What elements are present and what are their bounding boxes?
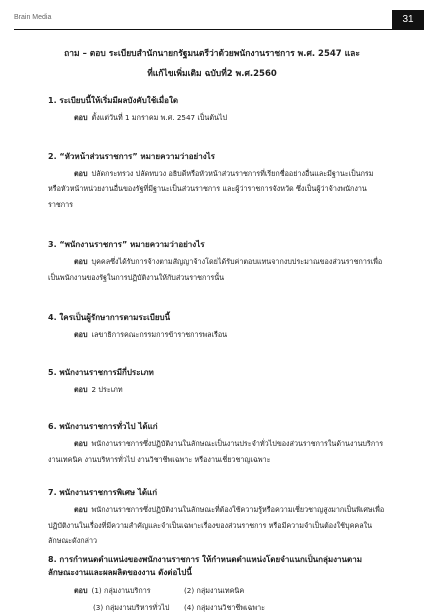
option-technical-group: (2) กลุ่มงานเทคนิค (184, 585, 245, 595)
question-3 (48, 238, 388, 285)
answer-lead: ตอบ (74, 384, 88, 394)
answer-paragraph (48, 502, 388, 549)
question-heading: 2. “หัวหน้าส่วนราชการ” หมายความว่าอย่างไร (48, 151, 215, 161)
option-label: (1) กลุ่มงานบริการ (91, 585, 151, 595)
document-title-line-1: ถาม – ตอบ ระเบียบสำนักนายกรัฐมนตรีว่าด้วยพนักงานราชการ พ.ศ. 2547 และ (64, 49, 360, 59)
question-6 (48, 420, 388, 467)
answer-text: ตั้งแต่วันที่ 1 มกราคม พ.ศ. 2547 เป็นต้นไป (91, 113, 228, 122)
answer-text: บุคคลซึ่งได้รับการจ้างตามสัญญาจ้างโดยได้รับค่าตอบแทนจากงบประมาณของส่วนราชการเพื่อเป็นพนักงานของรัฐในการปฏิบัติงานให้กับส่วนราชการนั้น (48, 257, 383, 282)
answer-text: 2 ประเภท (91, 384, 123, 394)
question-heading: 7. พนักงานราชการพิเศษ ได้แก่ (48, 488, 158, 497)
answer-paragraph (48, 327, 388, 343)
brand-name: Brain Media (14, 14, 52, 21)
question-1 (48, 94, 388, 126)
question-heading: 1. ระเบียบนี้ให้เริ่มมีผลบังคับใช้เมื่อใด (48, 96, 179, 105)
answer-lead: ตอบ (74, 330, 88, 339)
option-professional-group: (4) กลุ่มงานวิชาชีพเฉพาะ (184, 602, 265, 612)
answer-paragraph (48, 254, 388, 285)
header-rule (14, 29, 392, 30)
answer-text: ปลัดกระทรวง ปลัดทบวง อธิบดีหรือหัวหน้าส่วนราชการที่เรียกชื่ออย่างอื่นและมีฐานะเป็นกรม หรือหัวหน้าหน่วยงานอื่นของรัฐที่มีฐานะเป็นส่วนราชการ และผู้ว่าราชการจังหวัด ซึ่งเป็นผู้ว่าจ้างพนักงานราชการ (48, 168, 374, 209)
answer-text: เลขาธิการคณะกรรมการข้าราชการพลเรือน (91, 330, 228, 339)
page-header (0, 10, 424, 32)
answer-text: พนักงานราชการซึ่งปฏิบัติงานในลักษณะเป็นงานประจำทั่วไปของส่วนราชการในด้านงานบริการ งานเทคนิค งานบริหารทั่วไป งานวิชาชีพเฉพาะ หรืองานเชี่ยวชาญเฉพาะ (48, 439, 384, 464)
answer-lead: ตอบ (74, 439, 88, 448)
question-8 (48, 553, 388, 616)
answer-paragraph (48, 110, 388, 126)
question-4 (48, 311, 388, 343)
answer-lead: ตอบ (74, 505, 88, 514)
answer-lead: ตอบ (74, 113, 88, 122)
answer-lead: ตอบ (74, 168, 88, 178)
answer-text: พนักงานราชการซึ่งปฏิบัติงานในลักษณะที่ต้องใช้ความรู้หรือความเชี่ยวชาญสูงมากเป็นพิเศษเพื่อปฏิบัติงานในเรื่องที่มีความสำคัญและจำเป็นเฉพาะเรื่องของส่วนราชการ หรือมีความจำเป็นต้องใช้บุคคลในลักษณะดังกล่าว (48, 505, 385, 545)
question-7 (48, 486, 388, 549)
question-2 (48, 150, 388, 213)
question-heading: 4. ใครเป็นผู้รักษาการตามระเบียบนี้ (48, 313, 171, 322)
question-heading: 8. การกำหนดตำแหน่งของพนักงานราชการ ให้กำหนดตำแหน่งโดยจำแนกเป็นกลุ่มงานตามลักษณะงานและผลผลิตของงาน ดังต่อไปนี้ (48, 554, 362, 577)
question-list (48, 94, 388, 616)
question-5 (48, 366, 388, 398)
question-heading: 6. พนักงานราชการทั่วไป ได้แก่ (48, 422, 158, 431)
answer-lead: ตอบ (74, 257, 88, 266)
answer-paragraph (48, 382, 388, 398)
answer-options (74, 582, 388, 616)
option-service-group (74, 582, 184, 599)
page-number: 31 (392, 10, 424, 30)
answer-lead: ตอบ (74, 585, 88, 595)
question-heading: 3. “พนักงานราชการ” หมายความว่าอย่างไร (48, 240, 205, 249)
document-title-line-2: ที่แก้ไขเพิ่มเติม ฉบับที่2 พ.ศ.2560 (147, 69, 277, 79)
answer-paragraph (48, 436, 388, 467)
document-title (0, 44, 424, 84)
option-general-admin-group: (3) กลุ่มงานบริหารทั่วไป (93, 602, 170, 612)
question-heading: 5. พนักงานราชการมีกี่ประเภท (48, 367, 154, 377)
answer-paragraph (48, 166, 388, 213)
